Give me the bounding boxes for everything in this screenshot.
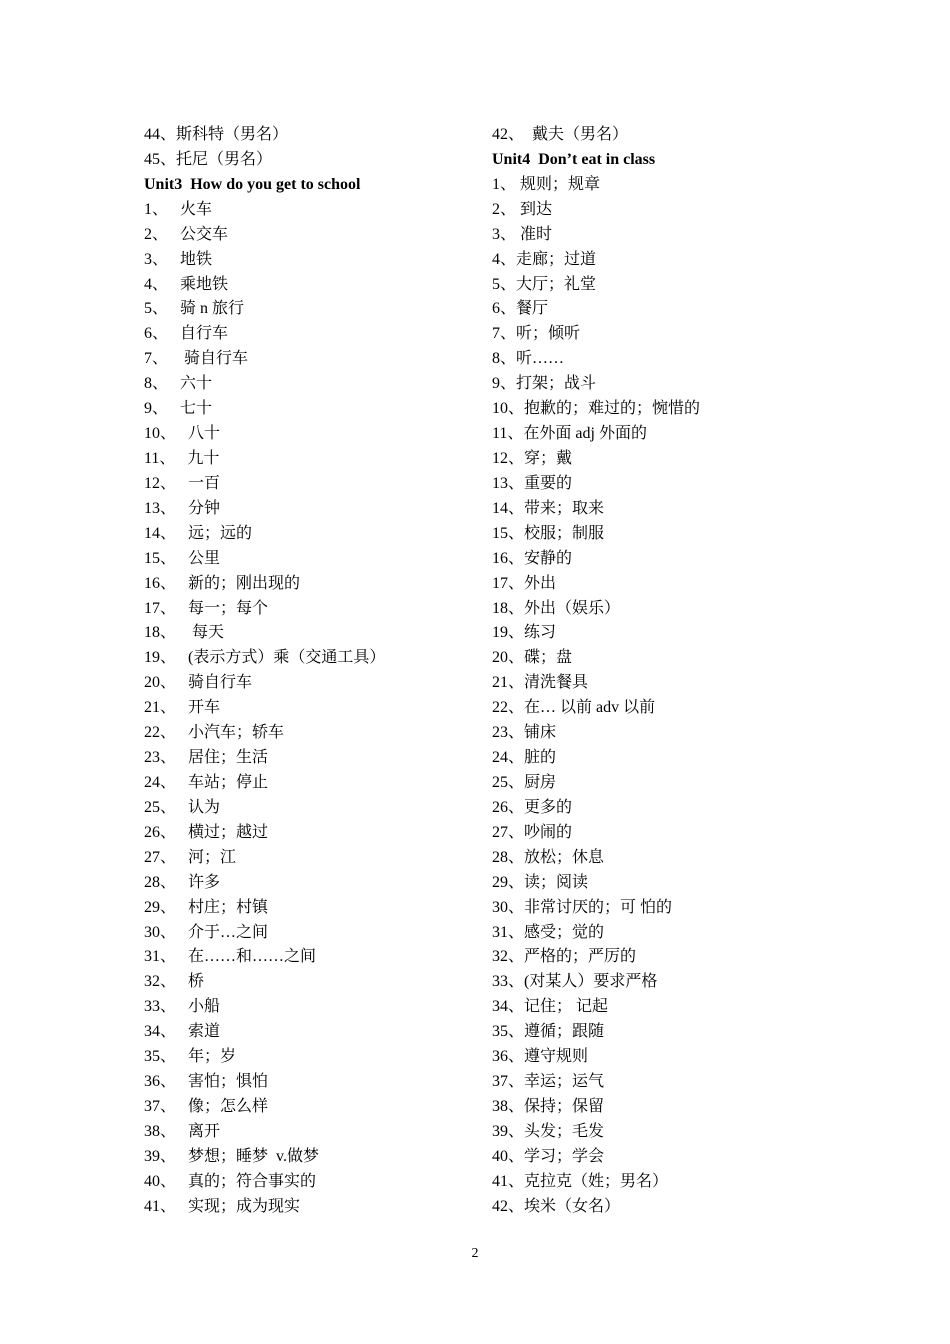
vocabulary-item: 30、 介于…之间 [144,923,269,941]
vocabulary-item: 36、 害怕；惧怕 [144,1073,269,1091]
vocabulary-item: 33、(对某人）要求严格 [492,973,658,991]
vocabulary-item: 33、 小船 [144,998,221,1016]
vocabulary-item: 24、 车站；停止 [144,773,269,791]
vocabulary-item: 42、 戴夫（男名） [492,126,629,143]
vocabulary-item: 32、严格的；严厉的 [492,948,637,966]
vocabulary-item: 13、 分钟 [144,499,221,517]
vocabulary-item: 31、 在……和……之间 [144,948,317,966]
vocabulary-item: 39、 梦想；睡梦 v.做梦 [144,1147,319,1165]
vocabulary-item: 38、 离开 [144,1122,221,1140]
vocabulary-item: 42、埃米（女名） [492,1197,621,1215]
vocabulary-item: 4、走廊；过道 [492,250,597,268]
vocabulary-item: 1、 火车 [144,200,213,218]
vocabulary-item: 41、 实现；成为现实 [144,1197,301,1215]
vocabulary-item: 35、 年；岁 [144,1048,237,1066]
vocabulary-item: 40、学习；学会 [492,1147,605,1165]
vocabulary-item: 32、 桥 [144,973,205,991]
vocabulary-item: 14、带来；取来 [492,499,605,517]
vocabulary-item: 38、保持；保留 [492,1097,605,1115]
vocabulary-item: 20、 骑自行车 [144,674,253,692]
vocabulary-item: 6、 自行车 [144,325,229,343]
vocabulary-item: 7、听；倾听 [492,325,581,343]
vocabulary-item: 9、打架；战斗 [492,375,597,393]
vocabulary-item: 5、大厅；礼堂 [492,275,597,293]
page-number: 2 [471,1246,479,1261]
vocabulary-item: 2、 公交车 [144,225,229,243]
vocabulary-item: 39、头发；毛发 [492,1122,605,1140]
vocabulary-item: 44、斯科特（男名） [144,126,289,143]
vocabulary-item: 29、读；阅读 [492,873,589,891]
vocabulary-item: 34、 索道 [144,1023,221,1041]
vocabulary-item: 16、 新的；刚出现的 [144,574,301,592]
vocabulary-item: 22、 小汽车；轿车 [144,724,285,742]
vocabulary-item: 12、穿；戴 [492,449,573,467]
vocabulary-item: 10、抱歉的；难过的；惋惜的 [492,400,701,418]
vocabulary-item: 7、 骑自行车 [144,350,249,368]
vocabulary-item: 22、在… 以前 adv 以前 [492,699,656,717]
vocabulary-item: 31、感受；觉的 [492,923,605,941]
vocabulary-item: 10、 八十 [144,425,221,443]
vocabulary-item: 21、 开车 [144,699,221,717]
vocabulary-item: 11、 九十 [144,449,220,467]
vocabulary-item: 26、更多的 [492,798,573,816]
vocabulary-item: 30、非常讨厌的；可 怕的 [492,898,673,916]
vocabulary-item: 41、克拉克（姓；男名） [492,1172,669,1190]
vocabulary-item: 4、 乘地铁 [144,275,229,293]
vocabulary-item: 2、 到达 [492,200,553,218]
vocabulary-item: 12、 一百 [144,474,221,492]
vocabulary-item: 23、 居住；生活 [144,749,269,767]
vocabulary-item: 25、厨房 [492,773,557,791]
vocabulary-item: 20、碟；盘 [492,649,573,667]
vocabulary-item: 19、练习 [492,624,557,642]
left-vocabulary-column [144,123,464,1220]
vocabulary-item: 24、脏的 [492,749,557,767]
vocabulary-item: 8、听…… [492,350,565,368]
vocabulary-item: 36、遵守规则 [492,1048,589,1066]
vocabulary-item: 29、 村庄；村镇 [144,898,269,916]
vocabulary-item: 27、吵闹的 [492,823,573,841]
vocabulary-item: 1、 规则；规章 [492,175,601,193]
vocabulary-item: 6、餐厅 [492,300,549,318]
vocabulary-item: 17、外出 [492,574,557,592]
vocabulary-item: 3、 地铁 [144,250,213,268]
vocabulary-item: 11、在外面 adj 外面的 [492,425,647,443]
vocabulary-item: 17、 每一；每个 [144,599,269,617]
vocabulary-item: 21、清洗餐具 [492,674,589,692]
vocabulary-item: 26、 横过；越过 [144,823,269,841]
vocabulary-item: 19、 (表示方式）乘（交通工具） [144,649,386,667]
right-vocabulary-column [492,123,822,1220]
unit-heading: Unit4 Don’t eat in class [492,150,656,168]
vocabulary-item: 45、托尼（男名） [144,150,273,168]
vocabulary-item: 3、 准时 [492,225,553,243]
vocabulary-item: 9、 七十 [144,400,213,418]
vocabulary-item: 28、放松；休息 [492,848,605,866]
vocabulary-item: 14、 远；远的 [144,524,253,542]
vocabulary-item: 8、 六十 [144,375,213,393]
vocabulary-item: 37、幸运；运气 [492,1073,605,1091]
vocabulary-item: 40、 真的；符合事实的 [144,1172,317,1190]
vocabulary-item: 15、 公里 [144,549,221,567]
vocabulary-item: 35、遵循；跟随 [492,1023,605,1041]
vocabulary-item: 34、记住； 记起 [492,998,609,1016]
vocabulary-item: 27、 河；江 [144,848,237,866]
vocabulary-item: 16、安静的 [492,549,573,567]
vocabulary-item: 18、 每天 [144,624,225,642]
vocabulary-item: 5、 骑 n 旅行 [144,300,245,318]
vocabulary-item: 37、 像；怎么样 [144,1097,269,1115]
vocabulary-item: 28、 许多 [144,873,221,891]
vocabulary-item: 18、外出（娱乐） [492,599,621,617]
unit-heading: Unit3 How do you get to school [144,175,361,193]
vocabulary-item: 23、铺床 [492,724,557,742]
vocabulary-item: 15、校服；制服 [492,524,605,542]
vocabulary-item: 25、 认为 [144,798,221,816]
vocabulary-item: 13、重要的 [492,474,573,492]
